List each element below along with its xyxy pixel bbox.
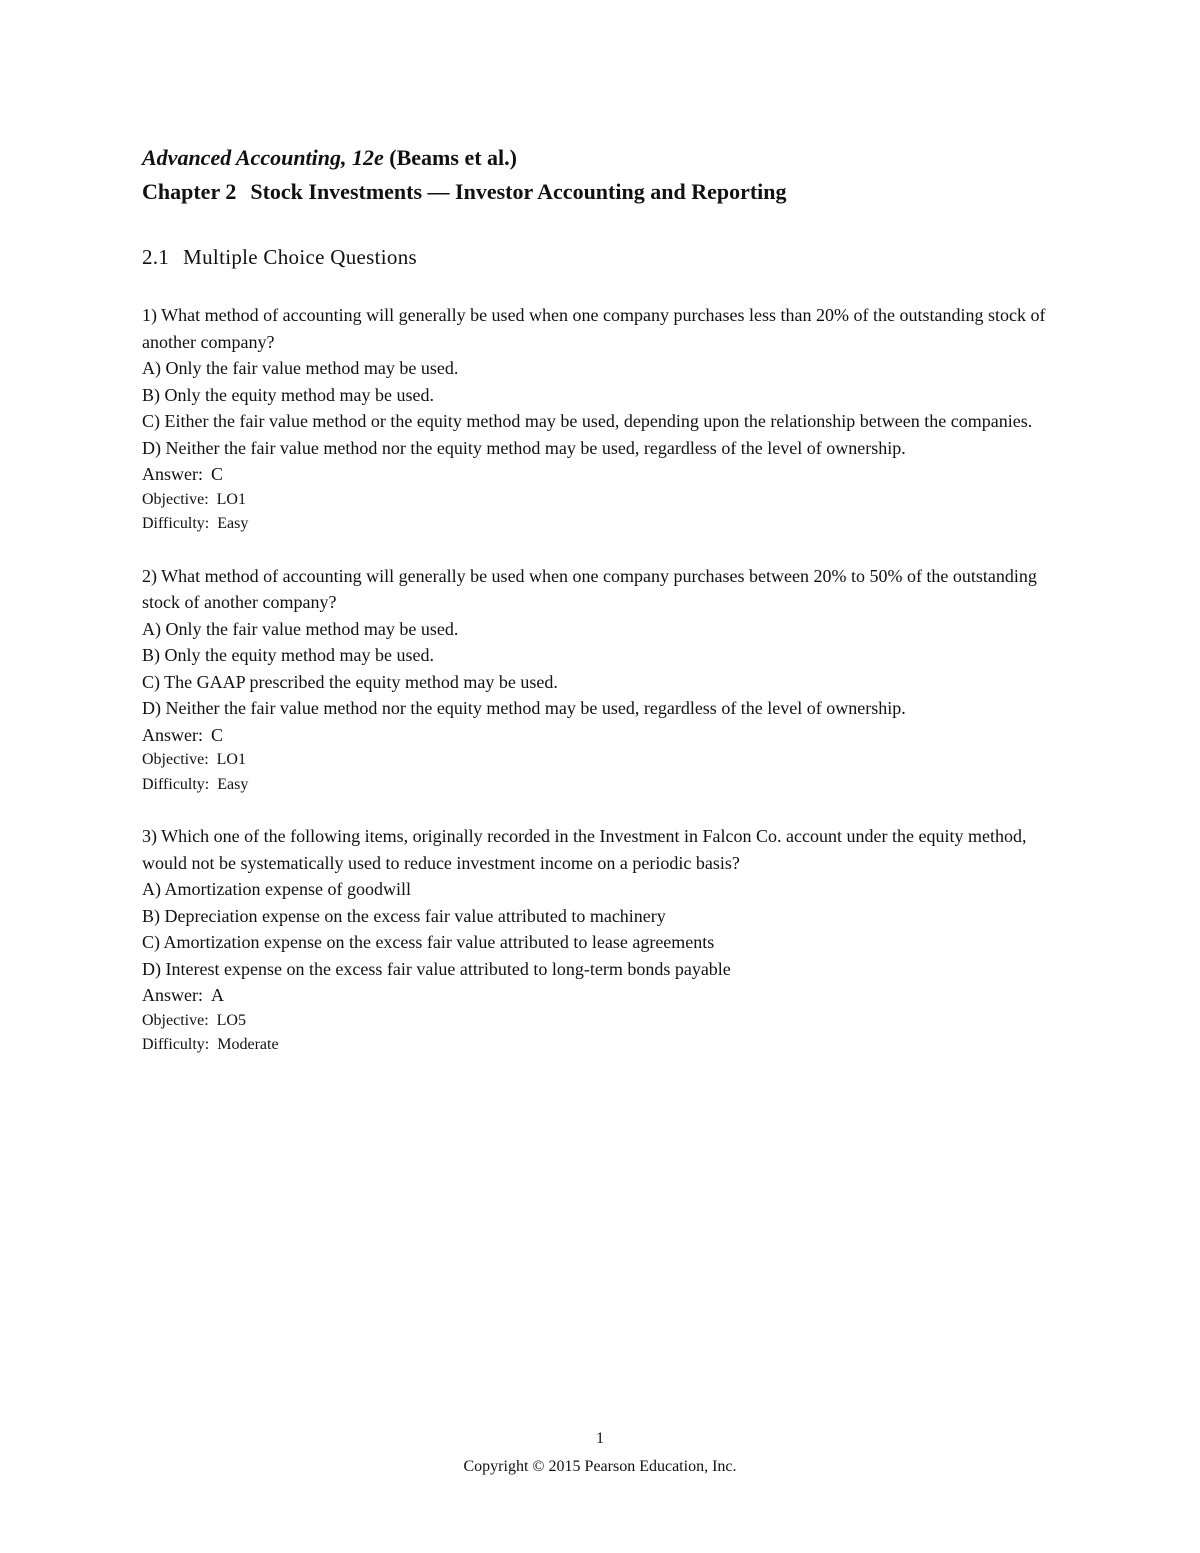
option-a: A) Only the fair value method may be used.	[142, 618, 459, 639]
option-c: C) Either the fair value method or the equity method may be used, depending upon the relationship between the companies.	[142, 411, 1033, 431]
answer-value: A	[211, 985, 224, 1005]
chapter-name: Stock Investments — Investor Accounting and Reporting	[250, 179, 787, 204]
book-title	[142, 142, 1062, 174]
difficulty-label: Difficulty:	[142, 1036, 210, 1053]
objective-line	[142, 488, 1062, 513]
book-title-italic: Advanced Accounting, 12e	[142, 145, 384, 170]
question-text: 2) What method of accounting will generally be used when one company purchases between 20% to 50% of the outstanding stock of another company?	[142, 565, 1037, 612]
question-1	[142, 302, 1062, 537]
answer-line	[142, 461, 1062, 488]
question-3	[142, 823, 1062, 1058]
answer-label: Answer:	[142, 985, 203, 1005]
difficulty-line	[142, 773, 1062, 798]
objective-value: LO1	[216, 751, 246, 768]
option-c: C) Amortization expense on the excess fair value attributed to lease agreements	[142, 932, 715, 952]
option-a: A) Only the fair value method may be used.	[142, 358, 459, 378]
objective-value: LO5	[216, 1011, 246, 1029]
objective-value: LO1	[216, 490, 246, 508]
book-title-authors: (Beams et al.)	[383, 145, 517, 170]
option-d: D) Neither the fair value method nor the equity method may be used, regardless of the level of ownership.	[142, 437, 906, 458]
option-b: B) Only the equity method may be used.	[142, 384, 434, 405]
difficulty-label: Difficulty:	[142, 775, 210, 793]
page-content	[142, 142, 1062, 1058]
section-number: 2.1	[142, 245, 170, 269]
answer-line	[142, 722, 1062, 749]
objective-line	[142, 748, 1062, 773]
objective-label: Objective:	[142, 1011, 209, 1029]
difficulty-label: Difficulty:	[142, 515, 210, 532]
question-text: 3) Which one of the following items, originally recorded in the Investment in Falcon Co. account under the equity method, would not be systematically used to reduce investment income on a periodic basis?	[142, 826, 1027, 873]
difficulty-line	[142, 1033, 1062, 1058]
section-title: Multiple Choice Questions	[183, 245, 417, 269]
question-2	[142, 563, 1062, 798]
answer-value: C	[211, 724, 224, 745]
answer-label: Answer:	[142, 464, 203, 484]
question-text: 1) What method of accounting will generally be used when one company purchases less than 20% of the outstanding stock of another company?	[142, 305, 1046, 352]
objective-label: Objective:	[142, 490, 209, 508]
answer-line	[142, 982, 1062, 1009]
difficulty-value: Easy	[217, 515, 249, 532]
section-heading	[142, 242, 1062, 272]
option-d: D) Interest expense on the excess fair value attributed to long-term bonds payable	[142, 958, 731, 979]
option-d: D) Neither the fair value method nor the equity method may be used, regardless of the level of ownership.	[142, 698, 906, 718]
chapter-label: Chapter 2	[142, 179, 237, 204]
difficulty-value: Moderate	[217, 1036, 279, 1053]
objective-line	[142, 1009, 1062, 1034]
option-c: C) The GAAP prescribed the equity method may be used.	[142, 671, 558, 692]
option-b: B) Depreciation expense on the excess fair value attributed to machinery	[142, 905, 666, 926]
chapter-title	[142, 176, 1062, 208]
option-a: A) Amortization expense of goodwill	[142, 879, 411, 899]
answer-label: Answer:	[142, 724, 203, 745]
difficulty-line	[142, 512, 1062, 537]
option-b: B) Only the equity method may be used.	[142, 645, 434, 665]
copyright-notice: Copyright © 2015 Pearson Education, Inc.	[463, 1458, 737, 1475]
objective-label: Objective:	[142, 751, 209, 768]
page-number: 1	[596, 1430, 604, 1447]
answer-value: C	[211, 464, 224, 484]
difficulty-value: Easy	[217, 775, 249, 793]
